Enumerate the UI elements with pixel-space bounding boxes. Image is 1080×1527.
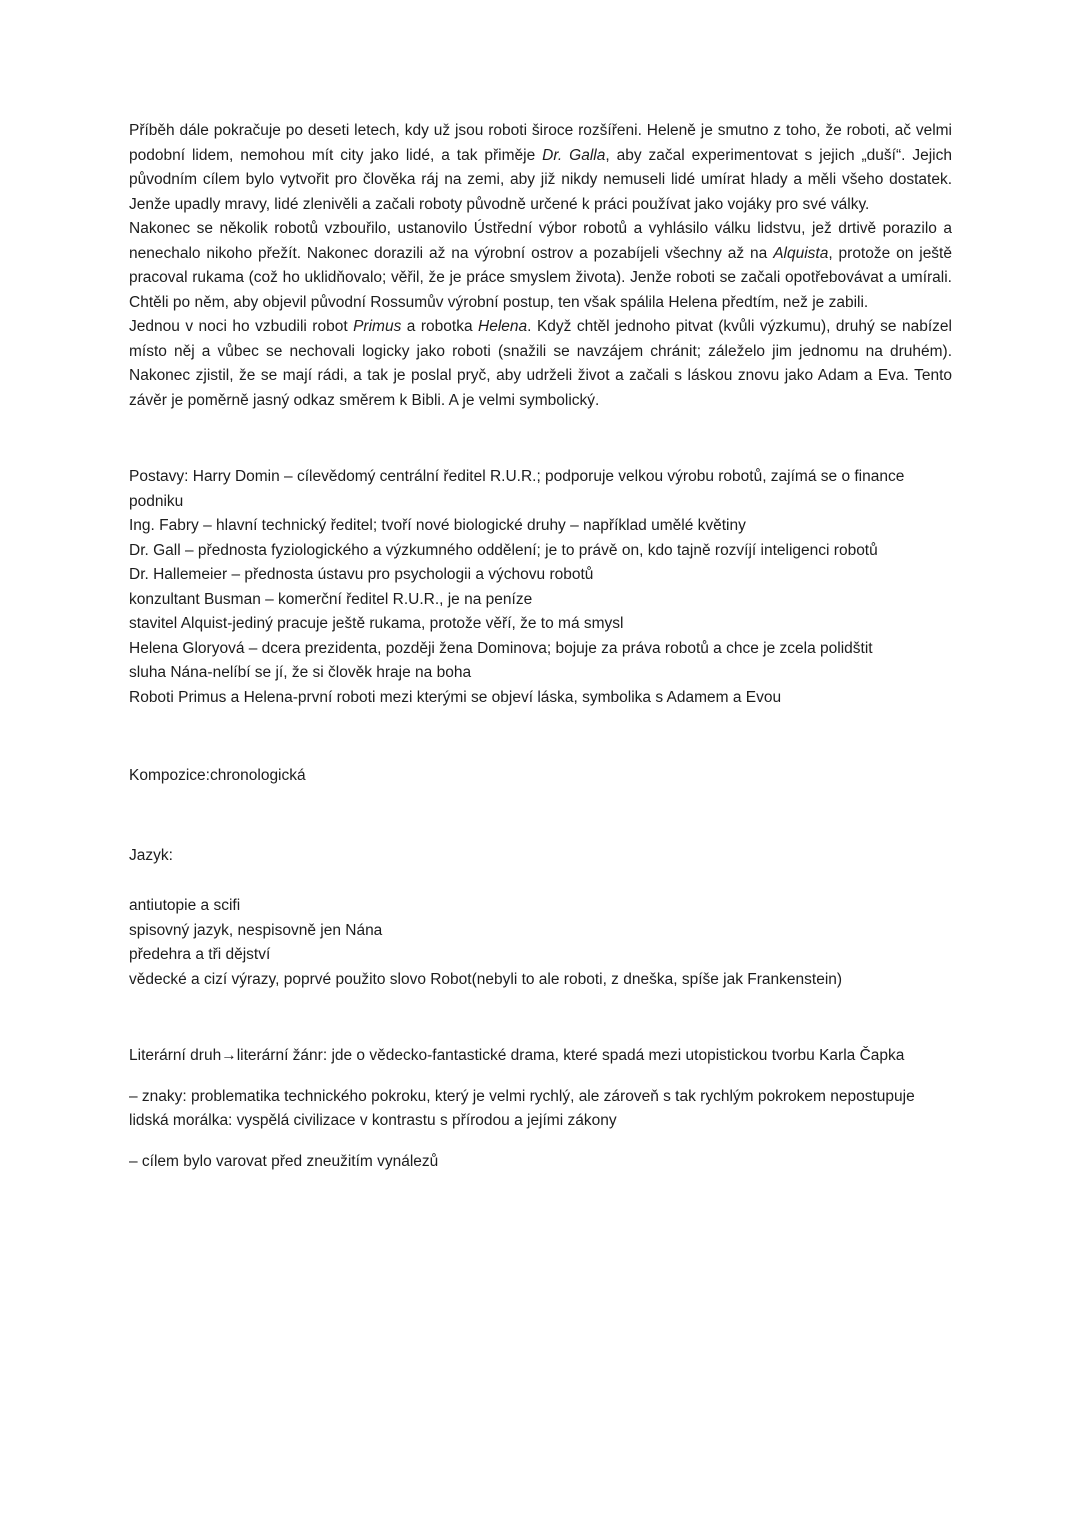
character-list-item: Helena Gloryová – dcera prezidenta, později žena Dominova; bojuje za práva robotů a chce je zcela polidštit [129,639,873,657]
language-list-item: předehra a tři dějství [129,946,271,963]
language-list-item: vědecké a cizí výrazy, poprvé použito slovo Robot(nebyli to ale roboti, z dneška, spíše jak Frankenstein) [129,970,843,988]
paragraph-text: a robotka [401,318,479,335]
plot-paragraph-3 [129,315,952,413]
character-list-item: Roboti Primus a Helena-první roboti mezi kterými se objeví láska, symbolika s Adamem a Evou [129,688,782,706]
character-list-item: Postavy: Harry Domin – cílevědomý centrální ředitel R.U.R.; podporuje velkou výrobu robotů, zajímá se o finance podniku [129,468,905,510]
composition-section [129,764,952,789]
genre-section [129,1044,952,1174]
plot-summary-section [129,119,952,413]
character-list-item: stavitel Alquist-jediný pracuje ještě rukama, protože věří, že to má smysl [129,615,624,632]
genre-paragraph-2: – znaky: problematika technického pokroku, který je velmi rychlý, ale zároveň s tak rychlým pokrokem nepostupuje lidská morálka: vyspělá civilizace v kontrastu s přírodou a jejími zákony [129,1087,915,1129]
genre-paragraph-1: Literární druh→literární žánr: jde o vědecko-fantastické drama, které spadá mezi utopistickou tvorbu Karla Čapka [129,1047,905,1064]
italic-term: Dr. Galla [542,146,606,164]
language-list-item: antiutopie a scifi [129,897,241,914]
paragraph-text: Nakonec se několik robotů vzbouřilo, ustanovilo Ústřední výbor robotů a vyhlásilo válku lidstvu, jež drtivě porazilo a nenechalo nikoho přežít. Nakonec dorazili až na výrobní ostrov a pozabíjeli všechny až na [129,220,952,262]
character-list-item: konzultant Busman – komerční ředitel R.U.R., je na peníze [129,590,533,608]
paragraph-text: . Když chtěl jednoho pitvat (kvůli výzkumu), druhý se nabízel místo něj a vůbec se nechovali logicky jako roboti (snažili se navzájem chránit; záleželo jim jednomu na druhém). Nakonec zjistil, že se mají rádi, a tak je poslal pryč, aby udrželi život a začali s láskou znovu jako Adam a Eva. Tento závěr je poměrně jasný odkaz směrem k Bibli. A je velmi symbolický. [129,318,952,409]
italic-term: Alquista [773,244,829,262]
paragraph-text: , protože on ještě pracoval rukama (což ho uklidňovalo; věřil, že je práce smyslem života). Jenže roboti se začali opotřebovávat a umírali. Chtěli po něm, aby objevil původní Rossumův výrobní postup, ten však spálila Helena předtím, než je zabili. [129,244,952,311]
plot-paragraph-1 [129,119,952,217]
characters-section [129,465,952,710]
composition-line: Kompozice:chronologická [129,767,306,784]
language-list [129,894,952,992]
paragraph-text: Jednou v noci ho vzbudili robot [129,318,354,335]
language-section [129,844,952,869]
language-list-item: spisovný jazyk, nespisovně jen Nána [129,921,383,939]
plot-paragraph-2 [129,217,952,315]
italic-term: Primus [353,318,402,335]
genre-paragraph-3: – cílem bylo varovat před zneužitím vynálezů [129,1152,439,1170]
paragraph-text: Příběh dále pokračuje po deseti letech, kdy už jsou roboti široce rozšířeni. Heleně je smutno z toho, že roboti, ač velmi podobní lidem, nemohou mít city jako lidé, a tak přiměje [129,122,952,164]
character-list-item: Ing. Fabry – hlavní technický ředitel; tvoří nové biologické druhy – například umělé květiny [129,517,746,534]
character-list-item: Dr. Hallemeier – přednosta ústavu pro psychologii a výchovu robotů [129,566,594,583]
paragraph-text: , aby začal experimentovat s jejich „duší“. Jejich původním cílem bylo vytvořit pro člověka ráj na zemi, aby již nikdy nemuseli lidé umírat hlady a měli všeho dostatek. Jenže upadly mravy, lidé zlenivěli a začali roboty původně určené k práci používat jako vojáky pro své války. [129,146,952,213]
character-list-item: Dr. Gall – přednosta fyziologického a výzkumného oddělení; je to právě on, kdo tajně rozvíjí inteligenci robotů [129,541,878,559]
language-heading: Jazyk: [129,846,173,864]
character-list-item: sluha Nána-nelíbí se jí, že si člověk hraje na boha [129,664,472,681]
italic-term: Helena [478,318,528,335]
